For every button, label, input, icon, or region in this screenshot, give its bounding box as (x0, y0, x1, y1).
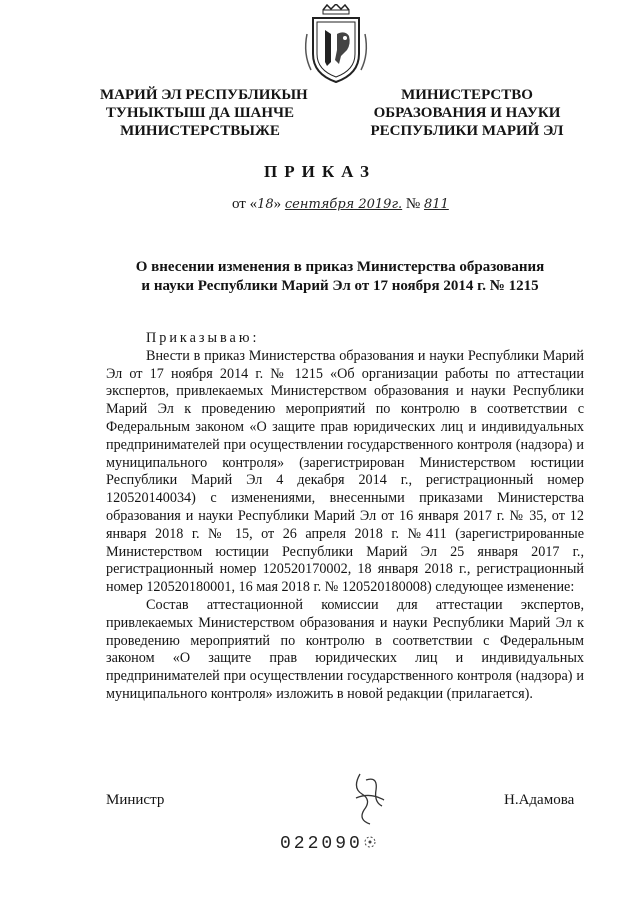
header-left-line: ТУНЫКТЫШ ДА ШАНЧЕ (105, 105, 295, 121)
header-left-line: МАРИЙ ЭЛ РЕСПУБЛИКЫН (100, 87, 308, 103)
signer-position: Министр (106, 792, 165, 808)
subject-line: О внесении изменения в приказ Министерства образования (135, 259, 545, 275)
document-serial-number: 022090 (280, 834, 363, 854)
body-paragraph: Внести в приказ Министерства образования и науки Республики Марий Эл от 17 ноября 2014 г. № 1215 «Об организации работы по аттестации экспертов, привлекаемых Министерством образования и науки Республики Марий Эл к проведению мероприятий по контролю в соответствии с Федеральным законом «О защите прав юридических лиц и индивидуальных предпринимателей при осуществлении государственного контроля (надзора) и муниципального контроля» (зарегистрирован Министерством юстиции Республики Марий Эл 4 декабря 2014 г., регистрационный номер 120520140034) с изменениями, внесенными приказами Министерства образования и науки Республики Марий Эл от 16 января 2017 г. № 35, от 12 января 2018 г. № 15, от 26 апреля 2018 г. №411 (зарегистрированные Министерством юстиции Республики Марий Эл 25 января 2017 г., регистрационный номер 120520170002, 18 января 2018 г., регистрационный номер 120520180001, 16 мая 2018 г. № 120520180008) следующее изменение: (106, 347, 584, 596)
body-paragraph: Состав аттестационной комиссии для аттестации экспертов, привлекаемых Министерством образования и науки Республики Марий Эл к проведению мероприятий по контролю в соответствии с Федеральным законом «О защите прав юридических лиц и индивидуальных предпринимателей при осуществлении государственного контроля (надзора) и муниципального контроля» изложить в новой редакции (прилагается). (106, 596, 584, 702)
date-day: 18 (257, 197, 274, 212)
header-right-block (362, 86, 572, 140)
header-left-block (100, 86, 308, 140)
date-close: » (273, 196, 282, 212)
subject-line: и науки Республики Марий Эл от 17 ноября 2014 г. № 1215 (141, 278, 539, 294)
document-body (106, 330, 584, 704)
number-sign: № (405, 196, 421, 212)
header-right-line: МИНИСТЕРСТВО (401, 87, 533, 103)
header-right-line: ОБРАЗОВАНИЯ И НАУКИ (373, 105, 561, 121)
header-left-line: МИНИСТЕРСТВЫЖЕ (120, 123, 280, 139)
date-line (232, 196, 449, 213)
order-number: 811 (423, 197, 449, 212)
signer-name: Н.Адамова (504, 792, 575, 808)
coat-of-arms-emblem (301, 4, 371, 86)
header-right-line: РЕСПУБЛИКИ МАРИЙ ЭЛ (370, 123, 564, 139)
date-month-year: сентября 2019г. (284, 197, 403, 212)
order-word: Приказываю: (146, 330, 260, 346)
document-title: ПРИКАЗ (264, 162, 376, 181)
handwritten-signature (330, 770, 410, 830)
document-subject (120, 258, 560, 296)
date-prefix: от « (232, 196, 258, 212)
decorative-star-mark (362, 834, 378, 850)
